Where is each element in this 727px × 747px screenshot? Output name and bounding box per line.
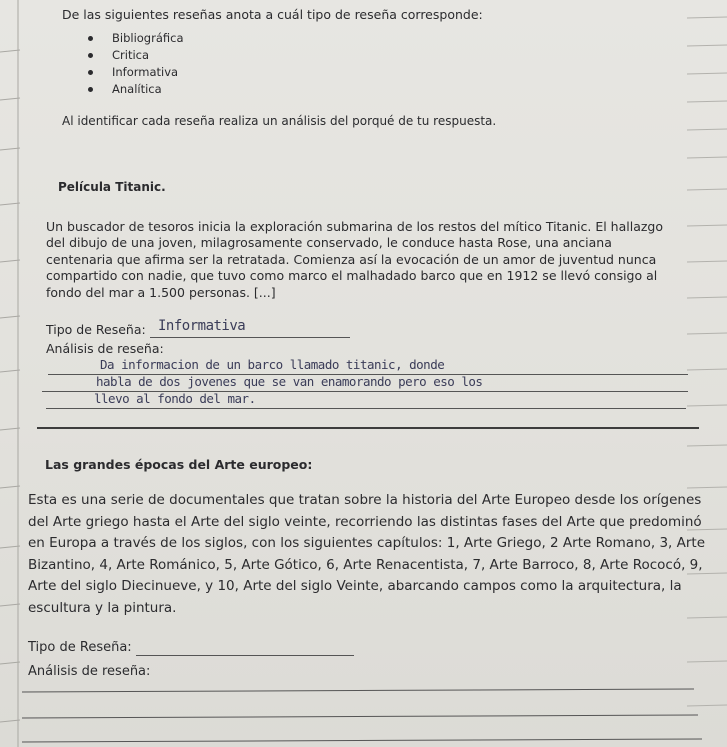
review-types-list	[88, 30, 184, 98]
review1-type-answer[interactable]: Informativa	[158, 318, 246, 334]
left-margin-ruling	[0, 0, 36, 747]
review2-analysis-line-3[interactable]	[22, 739, 702, 743]
review-type-item: Informativa	[88, 64, 184, 81]
review2-line: Bizantino, 4, Arte Románico, 5, Arte Gótico, 6, Arte Renacentista, 7, Arte Barroco, 8, Arte Rococó, 9,	[28, 556, 703, 573]
review2-analysis-line-2[interactable]	[22, 715, 698, 719]
review2-line: Esta es una serie de documentales que tratan sobre la historia del Arte Europeo desde los orígenes	[28, 492, 702, 508]
instruction-text: De las siguientes reseñas anota a cuál tipo de reseña corresponde:	[62, 7, 483, 22]
review1-line: compartido con nadie, que tuvo como marco el malhadado barco que en 1912 se llevó consigo al	[46, 268, 658, 284]
right-margin-ruling	[687, 0, 727, 747]
review1-line: del dibujo de una joven, milagrosamente conservado, le conduce hasta Rose, una anciana	[46, 235, 612, 251]
review1-analysis-answer[interactable]: Da informacion de un barco llamado titanic, donde	[100, 357, 445, 372]
review1-analysis-answer[interactable]: llevo al fondo del mar.	[94, 391, 256, 406]
review1-type-label: Tipo de Reseña:	[46, 322, 146, 337]
review1-analysis-answer[interactable]: habla de dos jovenes que se van enamorando pero eso los	[96, 374, 483, 389]
review1-analysis-line-3	[46, 408, 686, 409]
review2-type-label: Tipo de Reseña:	[28, 640, 132, 655]
review2-line: en Europa a través de los siglos, con los siguientes capítulos: 1, Arte Griego, 2 Arte Romano, 3, Arte	[28, 535, 706, 551]
review-type-item: Bibliográfica	[88, 30, 184, 47]
review1-paragraph	[46, 219, 686, 301]
review-type-item: Critica	[88, 47, 184, 64]
review1-line: Un buscador de tesoros inicia la exploración submarina de los restos del mítico Titanic. El hallazgo	[46, 219, 663, 234]
review1-title: Película Titanic.	[58, 180, 166, 194]
review2-analysis-line-1[interactable]	[22, 689, 694, 693]
review2-paragraph	[28, 490, 718, 619]
review1-analysis-label: Análisis de reseña:	[46, 341, 164, 356]
review2-line: escultura y la pintura.	[28, 599, 177, 616]
review2-line: del Arte griego hasta el Arte del siglo veinte, recorriendo las distintas fases del Arte que predominó	[28, 513, 702, 530]
review1-type-underline	[150, 337, 350, 338]
review1-line: fondo del mar a 1.500 personas. [...]	[46, 284, 276, 300]
review2-type-underline[interactable]	[136, 655, 354, 656]
review2-analysis-label: Análisis de reseña:	[28, 664, 151, 679]
review-type-item: Analítica	[88, 81, 184, 98]
review2-line: Arte del siglo Diecinueve, y 10, Arte del siglo Veinte, abarcando campos como la arquitectura, la	[28, 578, 682, 594]
review2-title: Las grandes épocas del Arte europeo:	[45, 457, 313, 472]
analysis-instruction: Al identificar cada reseña realiza un análisis del porqué de tu respuesta.	[62, 114, 497, 128]
section-divider	[37, 427, 699, 429]
review1-line: centenaria que afirma ser la retratada. Comienza así la evocación de un amor de juventud nunca	[46, 251, 657, 267]
